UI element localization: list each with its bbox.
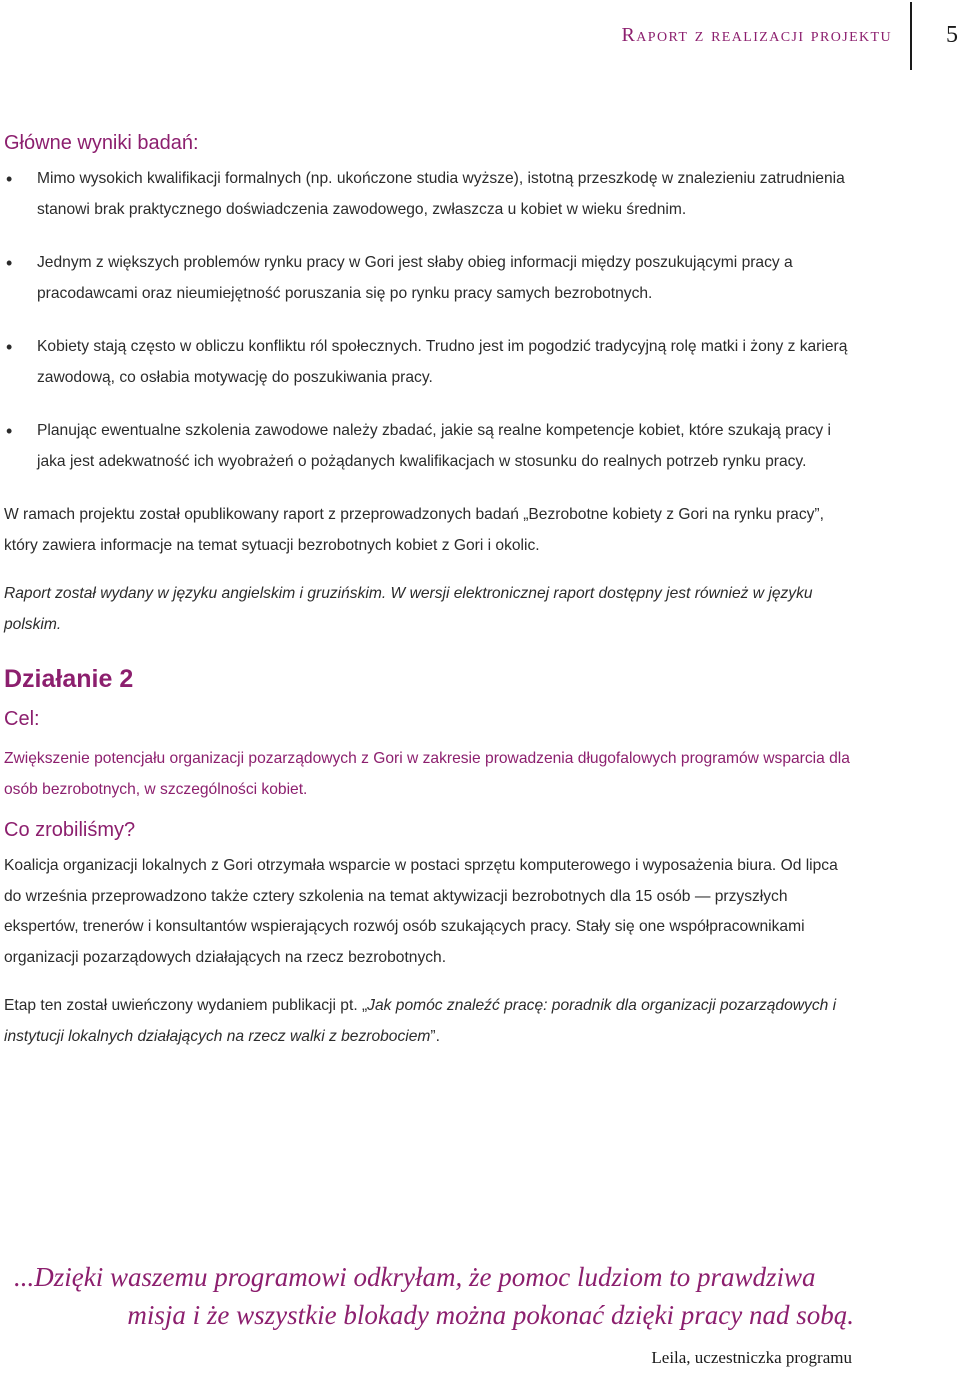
findings-heading: Główne wyniki badań: xyxy=(4,132,199,154)
goal-text: Zwiększenie potencjału organizacji pozarządowych z Gori w zakresie prowadzenia długofalowych programów wsparcia dla osób bezrobotnych, w szczególności kobiet. xyxy=(4,750,850,798)
publication-prefix: Etap ten został uwieńczony wydaniem publikacji pt. „ xyxy=(4,997,368,1014)
action-heading: Działanie 2 xyxy=(4,665,134,693)
goal-heading: Cel: xyxy=(4,708,40,730)
testimonial-quote xyxy=(14,1258,854,1334)
quote-line: ...Dzięki waszemu programowi odkryłam, że pomoc ludziom to prawdziwa xyxy=(14,1262,816,1292)
findings-item: • Jednym z większych problemów rynku pracy w Gori jest słaby obieg informacji między poszukującymi pracy a pracodawcami oraz nieumiejętność poruszania się po rynku pracy samych bezrobotnych. xyxy=(4,248,854,309)
main-content xyxy=(4,128,854,1070)
report-paragraph: W ramach projektu został opublikowany raport z przeprowadzonych badań „Bezrobotne kobiety z Gori na rynku pracy”, który zawiera informacje na temat sytuacji bezrobotnych kobiet z Gori i okolic. xyxy=(4,506,824,554)
findings-item: • Planując ewentualne szkolenia zawodowe należy zbadać, jakie są realne kompetencje kobiet, które szukają pracy i jaka jest adekwatność ich wyobrażeń o pożądanych kwalifikacjach w stosunku do realnych potrzeb rynku pracy. xyxy=(4,416,854,477)
quote-author: Leila, uczestniczka programu xyxy=(651,1348,852,1367)
done-text: Koalicja organizacji lokalnych z Gori otrzymała wsparcie w postaci sprzętu komputerowego i wyposażenia biura. Od lipca do września przeprowadzono także cztery szkolenia na temat aktywizacji bezrobotnych dla 15 osób — przyszłych ekspertów, trenerów i konsultantów wspierających rozwój osób szukających pracy. Stały się one współpracownikami organizacji pozarządowych działających na rzecz bezrobotnych. xyxy=(4,857,838,966)
publication-title: Jak pomóc znaleźć pracę: poradnik dla organizacji pozarządowych i instytucji lokalnych działających na rzecz walki z bezrobociem xyxy=(4,997,837,1045)
done-heading: Co zrobiliśmy? xyxy=(4,819,136,841)
page-header xyxy=(0,0,960,72)
quote-line: misja i że wszystkie blokady można pokonać dzięki pracy nad sobą. xyxy=(127,1300,854,1330)
running-header-title: Raport z realizacji projektu xyxy=(621,24,892,46)
publication-suffix: ”. xyxy=(430,1027,440,1045)
findings-item: • Mimo wysokich kwalifikacji formalnych (np. ukończone studia wyższe), istotną przeszkodę w znalezieniu zatrudnienia stanowi brak praktycznego doświadczenia zawodowego, zwłaszcza u kobiet w wieku średnim. xyxy=(4,164,854,225)
publication-paragraph xyxy=(4,991,854,1052)
findings-list xyxy=(4,164,854,477)
page-number: 5 xyxy=(946,22,958,48)
header-divider xyxy=(910,2,912,70)
language-note: Raport został wydany w języku angielskim i gruzińskim. W wersji elektronicznej raport dostępny jest również w języku polskim. xyxy=(4,585,813,633)
findings-item: • Kobiety stają często w obliczu konfliktu ról społecznych. Trudno jest im pogodzić tradycyjną rolę matki i żony z karierą zawodową, co osłabia motywację do poszukiwania pracy. xyxy=(4,332,854,393)
